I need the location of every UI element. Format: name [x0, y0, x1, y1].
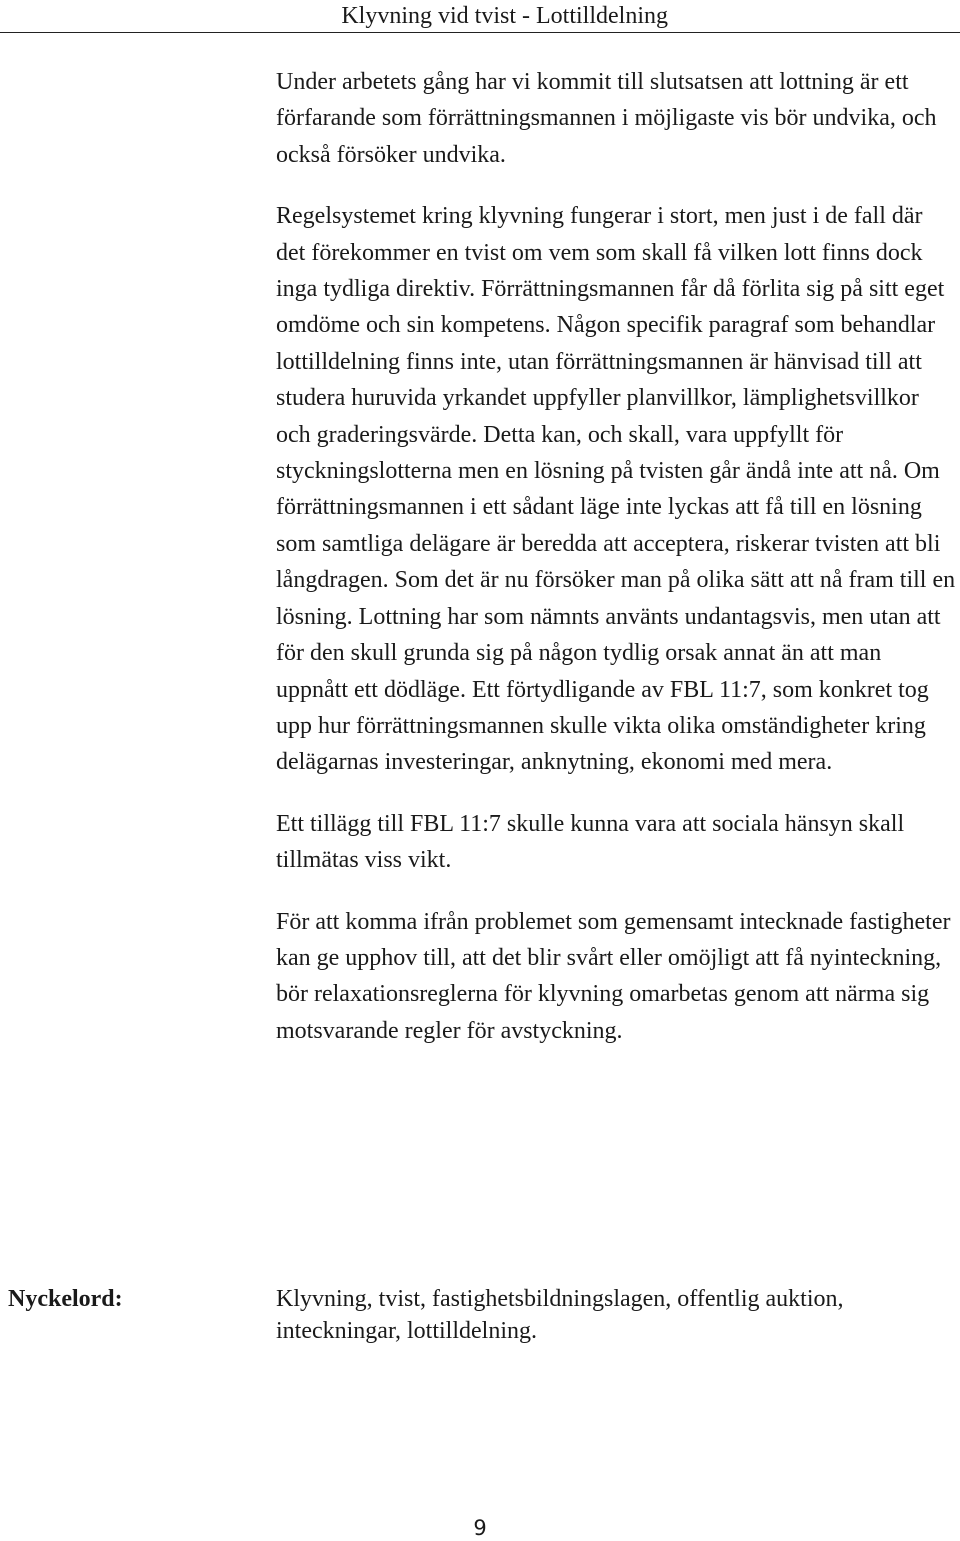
body-text — [276, 64, 956, 1074]
page-number: 9 — [473, 1516, 487, 1540]
paragraph-conclusion: Under arbetets gång har vi kommit till slutsatsen att lottning är ett förfarande som förrättningsmannen i möjligaste vis bör undvika, och också försöker undvika. — [276, 69, 937, 168]
paragraph-tillagg: Ett tillägg till FBL 11:7 skulle kunna vara att sociala hänsyn skall tillmätas viss vikt. — [276, 810, 905, 874]
keywords-label: Nyckelord: — [8, 1286, 123, 1312]
paragraph-inteckning: För att komma ifrån problemet som gemensamt intecknade fastigheter kan ge upphov till, att det blir svårt eller omöjligt att få nyinteckning, bör relaxationsreglerna för klyvning omarbetas genom att närma sig motsvarande regler för avstyckning. — [276, 908, 951, 1044]
paragraph-regelsystemet: Regelsystemet kring klyvning fungerar i stort, men just i de fall där det förekommer en tvist om vem som skall få vilken lott finns dock inga tydliga direktiv. Förrättningsmannen får då förlita sig på sitt eget omdöme och sin kompetens. Någon specifik paragraf som behandlar lottilldelning finns inte, utan förrättningsmannen är hänvisad till att studera huruvida yrkandet uppfyller planvillkor, lämplighetsvillkor och graderingsvärde. Detta kan, och skall, vara uppfyllt för styckningslotterna men en lösning på tvisten går ändå inte att nå. Om förrättningsmannen i ett sådant läge inte lyckas att få till en lösning som samtliga delägare är beredda att acceptera, riskerar tvisten att bli långdragen. Som det är nu försöker man på olika sätt att nå fram till en lösning. Lottning har som nämnts använts undantagsvis, men utan att för den skull grunda sig på någon tydlig orsak annat än att man uppnått ett dödläge. Ett förtydligande av FBL 11:7, som konkret tog upp hur förrättningsmannen skulle vikta olika omständigheter kring delägarnas investeringar, anknytning, ekonomi med mera. — [276, 203, 956, 776]
keywords-text: Klyvning, tvist, fastighetsbildningslagen, offentlig auktion, inteckningar, lottilldelning. — [276, 1286, 844, 1344]
running-header — [0, 0, 960, 33]
running-header-title: Klyvning vid tvist - Lottilldelning — [341, 3, 668, 29]
